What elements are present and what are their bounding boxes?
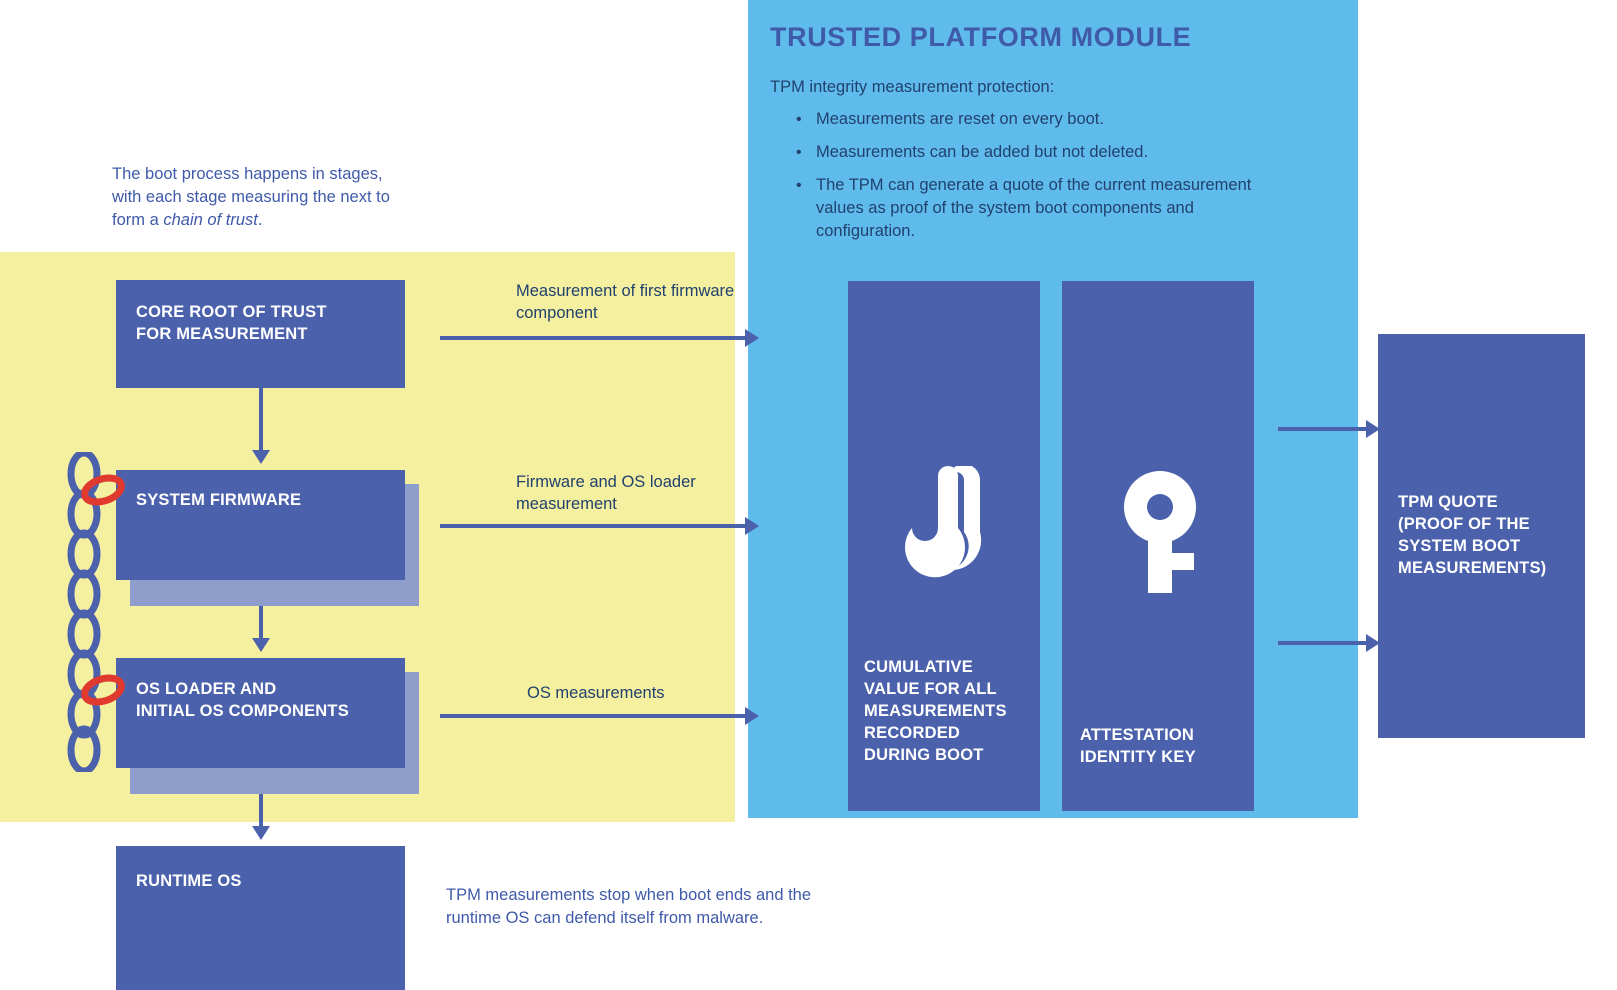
box-system-firmware-shadow-right [405,484,419,594]
box-tpm-quote [1378,334,1585,738]
intro-line-3-prefix: form a [112,211,164,229]
box-attestation-identity-key [1062,281,1254,811]
box-core-root-of-trust [116,280,405,388]
caption-measurement-second: Firmware and OS loader measurement [516,473,696,513]
box-label: RUNTIME OS [136,872,242,890]
box-os-loader-shadow-bottom-2 [130,782,419,794]
intro-line-1: The boot process happens in stages, [112,165,383,183]
box-os-loader-shadow-bottom [130,768,419,782]
tpm-bullet-list [790,108,1266,253]
arrow-firmware-to-osloader-head [252,638,270,652]
box-label: TPM QUOTE (PROOF OF THE SYSTEM BOOT MEASUREMENTS) [1398,493,1547,577]
box-system-firmware [116,470,405,580]
intro-line-2: with each stage measuring the next to [112,188,390,206]
arrow-crtm-to-firmware-head [252,450,270,464]
intro-text [112,163,442,232]
tpm-panel-subtitle: TPM integrity measurement protection: [770,78,1055,96]
arrow-measurement-third-line [440,714,745,718]
arrow-measurement-second-line [440,524,745,528]
box-label: CORE ROOT OF TRUST FOR MEASUREMENT [136,303,327,343]
arrow-measurement-third-head [745,707,759,725]
box-system-firmware-shadow-bottom-2 [130,594,419,606]
arrow-measurement-second-head [745,517,759,535]
arrow-measurement-first-head [745,329,759,347]
tpm-panel-title: TRUSTED PLATFORM MODULE [770,22,1192,52]
chain-of-trust-icon [60,452,132,777]
box-label: CUMULATIVE VALUE FOR ALL MEASUREMENTS RECORDED DURING BOOT [864,658,1007,764]
caption-measurement-third: OS measurements [527,684,665,702]
box-runtime-os [116,846,405,990]
box-os-loader [116,658,405,768]
list-item: • Measurements can be added but not deleted. [816,141,1266,164]
intro-line-3-suffix: . [257,211,263,229]
arrow-crtm-to-firmware-line [259,388,263,450]
key-icon [1114,471,1206,598]
arrow-osloader-to-runtime-head [252,826,270,840]
arrow-firmware-to-osloader-line [259,606,263,638]
box-label: SYSTEM FIRMWARE [136,491,302,509]
list-item: • The TPM can generate a quote of the current measurement values as proof of the system boot components and configuration. [816,174,1266,243]
arrow-osloader-to-runtime-line [259,794,263,826]
box-cumulative-value [848,281,1040,811]
arrow-to-quote-upper-line [1278,427,1370,431]
arrow-to-quote-lower-line [1278,641,1370,645]
intro-line-3-italic: chain of trust [163,211,258,229]
list-item: • Measurements are reset on every boot. [816,108,1266,131]
footnote-text: TPM measurements stop when boot ends and the runtime OS can defend itself from malware. [446,886,812,927]
box-label: OS LOADER AND INITIAL OS COMPONENTS [136,680,349,720]
lock-icon [896,466,994,591]
box-os-loader-shadow-right [405,672,419,782]
box-label: ATTESTATION IDENTITY KEY [1080,726,1196,766]
arrow-measurement-first-line [440,336,745,340]
caption-measurement-first: Measurement of first firmware component [516,282,735,322]
box-system-firmware-shadow-bottom [130,580,419,594]
